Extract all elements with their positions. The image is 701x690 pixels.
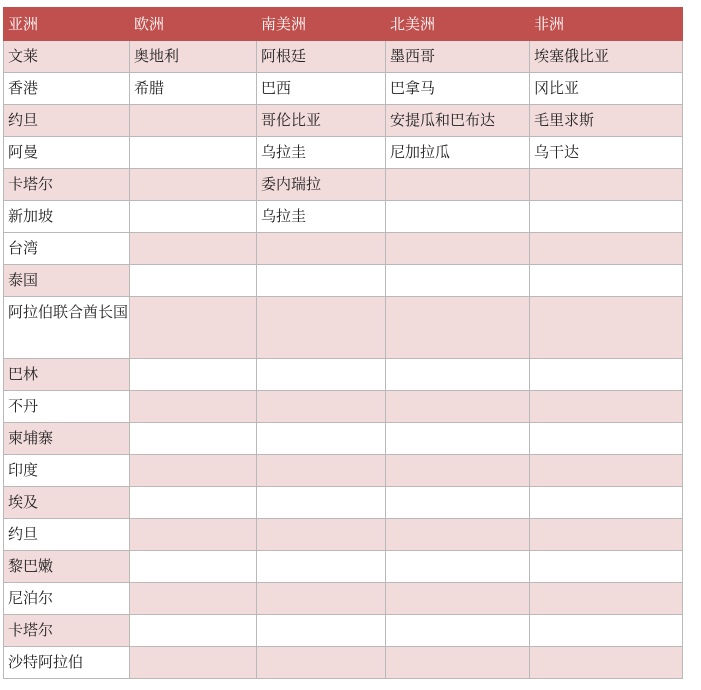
- cell-asia: 香港: [4, 73, 130, 105]
- cell-asia: 约旦: [4, 519, 130, 551]
- cell-asia: 埃及: [4, 487, 130, 519]
- cell-south-america: 乌拉圭: [257, 137, 386, 169]
- cell-north-america: [386, 391, 530, 423]
- cell-europe: [130, 551, 257, 583]
- cell-north-america: [386, 583, 530, 615]
- cell-south-america: 委内瑞拉: [257, 169, 386, 201]
- cell-south-america: 乌拉圭: [257, 201, 386, 233]
- table-row: [4, 105, 683, 137]
- cell-europe: [130, 391, 257, 423]
- cell-asia: 泰国: [4, 265, 130, 297]
- cell-asia: 柬埔寨: [4, 423, 130, 455]
- cell-europe: [130, 519, 257, 551]
- cell-north-america: [386, 423, 530, 455]
- cell-north-america: [386, 519, 530, 551]
- table-row: [4, 201, 683, 233]
- cell-north-america: [386, 359, 530, 391]
- table-body: [4, 41, 683, 679]
- table-row: [4, 391, 683, 423]
- cell-europe: [130, 423, 257, 455]
- cell-asia: 巴林: [4, 359, 130, 391]
- cell-south-america: [257, 423, 386, 455]
- header-north-america: 北美洲: [386, 8, 530, 41]
- cell-asia: 尼泊尔: [4, 583, 130, 615]
- cell-europe: [130, 137, 257, 169]
- table-row: [4, 73, 683, 105]
- cell-asia: 文莱: [4, 41, 130, 73]
- table-row: [4, 297, 683, 359]
- cell-north-america: [386, 615, 530, 647]
- cell-south-america: 哥伦比亚: [257, 105, 386, 137]
- cell-asia: 黎巴嫩: [4, 551, 130, 583]
- header-europe: 欧洲: [130, 8, 257, 41]
- cell-north-america: [386, 169, 530, 201]
- table-row: [4, 487, 683, 519]
- cell-africa: [530, 297, 683, 359]
- cell-south-america: [257, 455, 386, 487]
- cell-europe: [130, 647, 257, 679]
- cell-south-america: [257, 391, 386, 423]
- cell-africa: 埃塞俄比亚: [530, 41, 683, 73]
- cell-africa: 冈比亚: [530, 73, 683, 105]
- table-row: [4, 169, 683, 201]
- cell-asia: 卡塔尔: [4, 169, 130, 201]
- cell-asia: 卡塔尔: [4, 615, 130, 647]
- table-row: [4, 233, 683, 265]
- header-asia: 亚洲: [4, 8, 130, 41]
- cell-europe: [130, 455, 257, 487]
- cell-north-america: [386, 297, 530, 359]
- cell-europe: [130, 487, 257, 519]
- table-row: [4, 423, 683, 455]
- cell-north-america: 安提瓜和巴布达: [386, 105, 530, 137]
- cell-south-america: [257, 265, 386, 297]
- cell-north-america: [386, 201, 530, 233]
- cell-africa: [530, 583, 683, 615]
- cell-europe: [130, 233, 257, 265]
- cell-africa: [530, 519, 683, 551]
- cell-africa: 毛里求斯: [530, 105, 683, 137]
- cell-africa: [530, 265, 683, 297]
- cell-north-america: [386, 487, 530, 519]
- header-africa: 非洲: [530, 8, 683, 41]
- cell-south-america: [257, 551, 386, 583]
- table-row: [4, 41, 683, 73]
- cell-north-america: [386, 551, 530, 583]
- cell-europe: 希腊: [130, 73, 257, 105]
- cell-africa: [530, 169, 683, 201]
- table-row: [4, 265, 683, 297]
- cell-europe: [130, 297, 257, 359]
- table-row: [4, 359, 683, 391]
- cell-europe: [130, 615, 257, 647]
- cell-north-america: [386, 647, 530, 679]
- cell-south-america: [257, 297, 386, 359]
- cell-africa: [530, 391, 683, 423]
- cell-asia: 不丹: [4, 391, 130, 423]
- cell-south-america: 巴西: [257, 73, 386, 105]
- cell-asia: 新加坡: [4, 201, 130, 233]
- table-row: [4, 551, 683, 583]
- table-row: [4, 455, 683, 487]
- cell-north-america: [386, 455, 530, 487]
- cell-asia: 约旦: [4, 105, 130, 137]
- cell-africa: [530, 615, 683, 647]
- cell-south-america: [257, 519, 386, 551]
- cell-africa: [530, 233, 683, 265]
- cell-asia: 台湾: [4, 233, 130, 265]
- cell-south-america: [257, 647, 386, 679]
- table-row: [4, 137, 683, 169]
- cell-south-america: [257, 233, 386, 265]
- cell-south-america: [257, 487, 386, 519]
- cell-africa: [530, 359, 683, 391]
- cell-asia: 沙特阿拉伯: [4, 647, 130, 679]
- cell-north-america: 墨西哥: [386, 41, 530, 73]
- cell-europe: [130, 583, 257, 615]
- cell-asia: 印度: [4, 455, 130, 487]
- cell-asia: 阿拉伯联合酋长国: [4, 297, 130, 359]
- cell-europe: [130, 359, 257, 391]
- cell-south-america: [257, 615, 386, 647]
- table-row: [4, 519, 683, 551]
- cell-africa: [530, 455, 683, 487]
- cell-north-america: 巴拿马: [386, 73, 530, 105]
- table-row: [4, 647, 683, 679]
- cell-africa: [530, 551, 683, 583]
- cell-asia: 阿曼: [4, 137, 130, 169]
- header-south-america: 南美洲: [257, 8, 386, 41]
- cell-africa: [530, 647, 683, 679]
- table-row: [4, 583, 683, 615]
- cell-north-america: 尼加拉瓜: [386, 137, 530, 169]
- cell-africa: 乌干达: [530, 137, 683, 169]
- cell-europe: [130, 265, 257, 297]
- cell-europe: [130, 169, 257, 201]
- table-header-row: [4, 8, 683, 41]
- table-row: [4, 615, 683, 647]
- country-table: [3, 7, 683, 679]
- cell-north-america: [386, 265, 530, 297]
- cell-south-america: [257, 359, 386, 391]
- cell-africa: [530, 487, 683, 519]
- cell-north-america: [386, 233, 530, 265]
- cell-europe: [130, 105, 257, 137]
- country-table-container: [3, 7, 683, 679]
- cell-europe: 奥地利: [130, 41, 257, 73]
- cell-europe: [130, 201, 257, 233]
- cell-south-america: [257, 583, 386, 615]
- cell-africa: [530, 201, 683, 233]
- cell-south-america: 阿根廷: [257, 41, 386, 73]
- cell-africa: [530, 423, 683, 455]
